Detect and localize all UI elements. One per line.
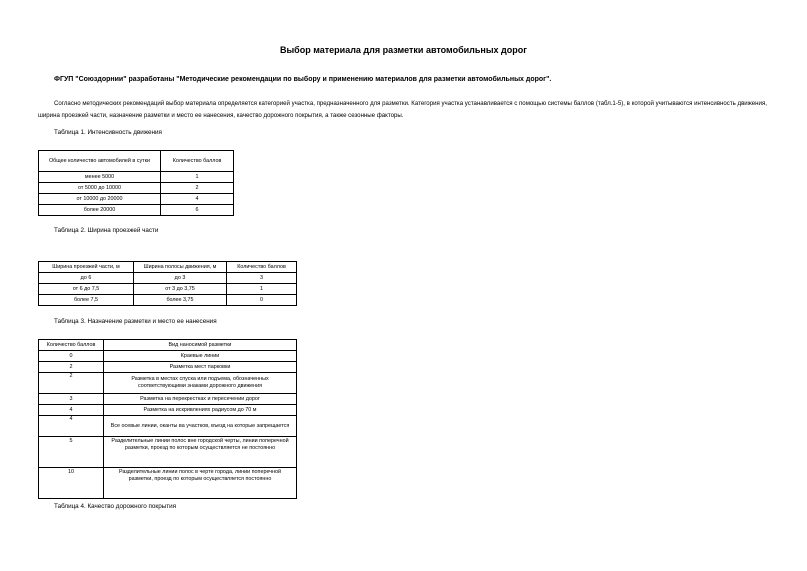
table-cell: до 3 (134, 273, 227, 284)
table-row (39, 351, 297, 362)
table-cell: 2 (161, 183, 234, 194)
table-cell: 1 (161, 172, 234, 183)
table-cell: 0 (227, 295, 297, 306)
table4-caption: Таблица 4. Качество дорожного покрытия (54, 503, 177, 510)
table-cell: Разметка на перекрестках и пересечении дорог (104, 394, 297, 405)
table-row (39, 437, 297, 468)
table-cell: 3 (227, 273, 297, 284)
table-cell: 4 (39, 416, 104, 437)
column-header: Ширина проезжей части, м (39, 262, 134, 273)
table-cell: более 3,75 (134, 295, 227, 306)
table-cell: 2 (39, 373, 104, 394)
table-cell: более 20000 (39, 205, 161, 216)
table-cell: 0 (39, 351, 104, 362)
table-cell: Разделительные линии полос вне городской черты, линии поперечной разметки, проезд по которым осуществляется не постоянно (104, 437, 297, 468)
table-cell: от 5000 до 10000 (39, 183, 161, 194)
column-header: Количество баллов (39, 340, 104, 351)
table-cell: от 3 до 3,75 (134, 284, 227, 295)
table-cell: 2 (39, 362, 104, 373)
roadway-width-table (38, 261, 297, 306)
table-cell: более 7,5 (39, 295, 134, 306)
column-header: Ширина полосы движения, м (134, 262, 227, 273)
table-cell: Разметка в местах спуска или подъема, обозначенных соответствующими знаками дорожного движения (104, 373, 297, 394)
traffic-intensity-table (38, 150, 234, 216)
table-row (39, 194, 234, 205)
table-row (39, 284, 297, 295)
column-header: Количество баллов (161, 151, 234, 172)
table-header-row (39, 340, 297, 351)
table-row (39, 362, 297, 373)
table-row (39, 183, 234, 194)
table-cell: Разметка на искривлениях радиусом до 70 м (104, 405, 297, 416)
table-row (39, 416, 297, 437)
column-header: Вид наносимой разметки (104, 340, 297, 351)
table-cell: Краевые линии (104, 351, 297, 362)
table-row (39, 273, 297, 284)
table-cell: 3 (39, 394, 104, 405)
table-row (39, 468, 297, 499)
table-row (39, 295, 297, 306)
table-cell: Все осевые линии, оканты ва участков, въезд на которые запрещается (104, 416, 297, 437)
table-cell: Разделительные линии полос в черте города, линии поперечной разметки, проезд по которым осуществляется постоянно (104, 468, 297, 499)
table-cell: 1 (227, 284, 297, 295)
table-cell: от 10000 до 20000 (39, 194, 161, 205)
table-header-row (39, 151, 234, 172)
table-cell: 10 (39, 468, 104, 499)
table-row (39, 205, 234, 216)
table-cell: 4 (39, 405, 104, 416)
document-subtitle: ФГУП "Союздорнии" разработаны "Методические рекомендации по выбору и применению материалов для разметки автомобильных дорог". (54, 76, 552, 83)
table-header-row (39, 262, 297, 273)
marking-purpose-table (38, 339, 297, 499)
table-cell: до 6 (39, 273, 134, 284)
column-header: Количество баллов (227, 262, 297, 273)
table-cell: 4 (161, 194, 234, 205)
table-row (39, 394, 297, 405)
intro-paragraph: Согласно методических рекомендаций выбор материала определяется категорией участка, предназначенного для разметки. Категория участка устанавливается с помощью системы баллов (табл.1-5), в которой учитываются интенсивность движения, ширина проезжей части, назначение разметки и место ее нанесения, качество дорожного покрытия, а также сезонные факторы. (38, 100, 767, 119)
table1-caption: Таблица 1. Интенсивность движения (54, 129, 162, 136)
page-title: Выбор материала для разметки автомобильных дорог (279, 45, 528, 55)
table2-caption: Таблица 2. Ширина проезжей части (54, 227, 159, 234)
table-row (39, 172, 234, 183)
table-row (39, 405, 297, 416)
table-cell: 6 (161, 205, 234, 216)
column-header: Общее количество автомобилей в сутки (39, 151, 161, 172)
table-cell: от 6 до 7,5 (39, 284, 134, 295)
table-cell: Разметка мест парковки (104, 362, 297, 373)
table-cell: менее 5000 (39, 172, 161, 183)
table3-caption: Таблица 3. Назначение разметки и место ее нанесения (54, 318, 217, 325)
table-cell: 5 (39, 437, 104, 468)
table-row (39, 373, 297, 394)
